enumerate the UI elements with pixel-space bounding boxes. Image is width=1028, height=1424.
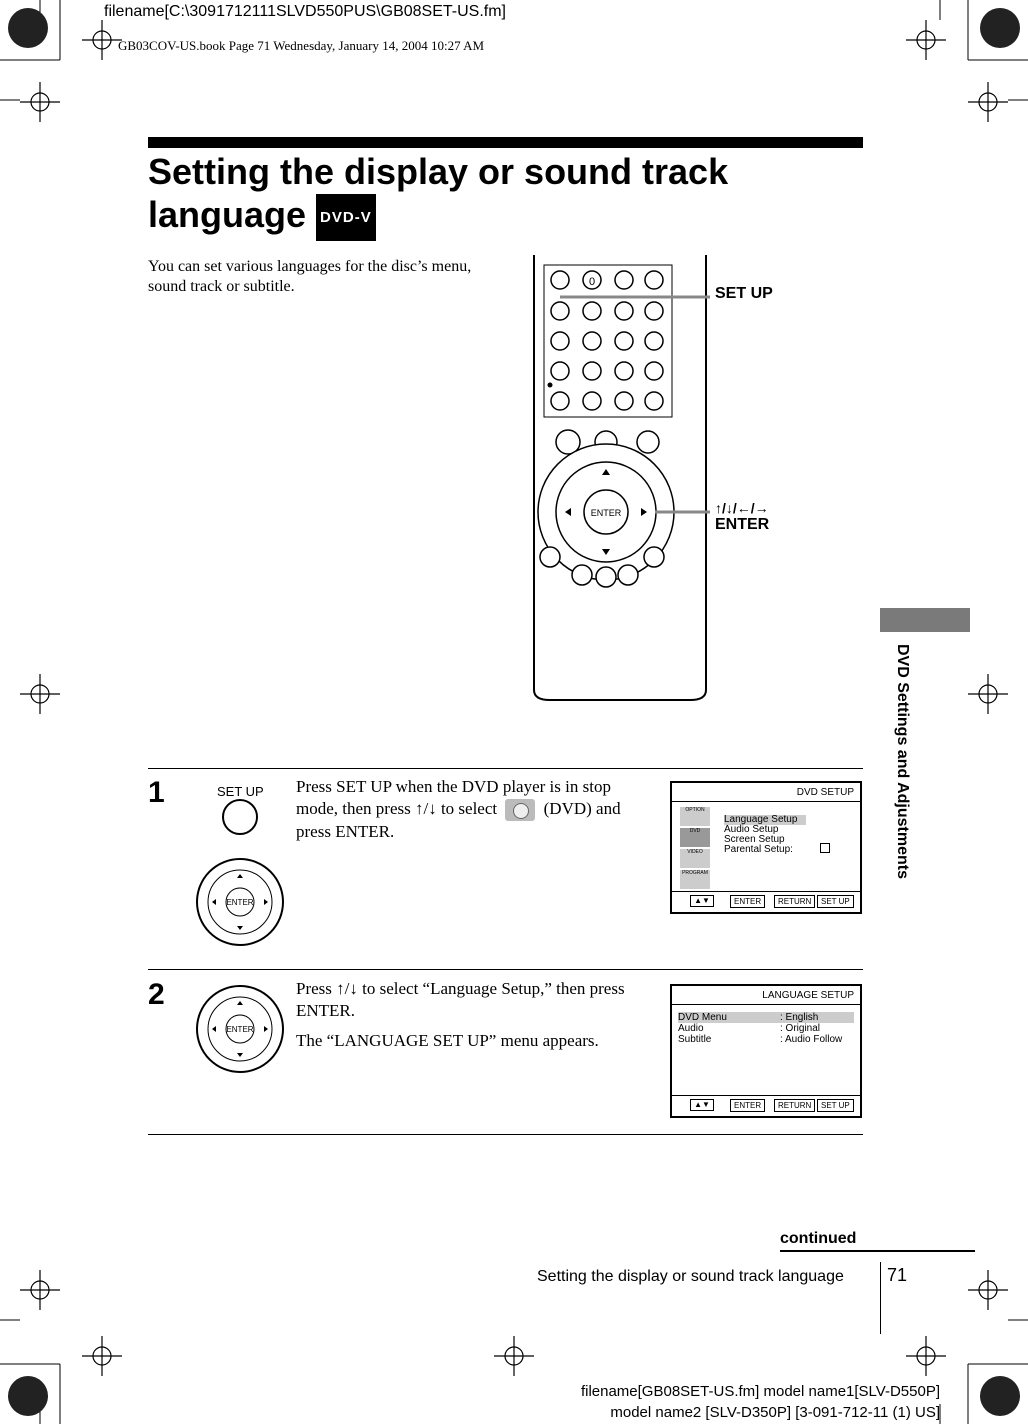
side-tab: [880, 608, 970, 632]
footer-section-label: Setting the display or sound track language: [537, 1268, 844, 1285]
intro-text: You can set various languages for the disc’s menu, sound track or subtitle.: [148, 258, 472, 295]
dvd-setup-bottom-bar: [672, 891, 860, 904]
step-2-number: 2: [148, 978, 165, 1011]
setup-key: [551, 302, 569, 320]
screen-enter-button[interactable]: ENTER: [730, 895, 765, 908]
screen-return-button[interactable]: RETURN: [774, 1099, 815, 1112]
screen-return-button[interactable]: RETURN: [774, 895, 815, 908]
dvd-v-badge: DVD-V: [316, 194, 376, 241]
step-1-setup-label: SET UP: [217, 784, 264, 799]
dvd-setup-title: DVD SETUP: [796, 787, 854, 798]
step-1-rule: [148, 768, 863, 769]
screen-setup-button[interactable]: SET UP: [817, 1099, 854, 1112]
up-down-icon: ▲▼: [690, 895, 714, 907]
program-icon: PROGRAM: [680, 870, 710, 889]
step-1-text-b: (DVD) and press ENTER.: [296, 799, 621, 842]
option-icon: OPTION: [680, 807, 710, 826]
step-2-rule: [148, 969, 863, 970]
dvd-setup-menu: [724, 815, 806, 855]
continued-label: continued: [780, 1230, 857, 1247]
screen-enter-button[interactable]: ENTER: [730, 1099, 765, 1112]
footer-file-line-2: model name2 [SLV-D350P] [3-091-712-11 (1) US]: [610, 1404, 940, 1421]
remote-illustration: [520, 255, 720, 705]
step-1-enter-pad-icon: [195, 857, 285, 947]
dvd-setup-screen: [670, 781, 862, 914]
step-2-bottom-rule: [148, 1134, 863, 1135]
row-audio[interactable]: Audio : Original: [678, 1023, 821, 1034]
header-filename: filename[C:\3091712111SLVD550PUS\GB08SET-US.fm]: [104, 3, 506, 20]
step-1-setup-button-icon: [218, 798, 262, 838]
video-icon: VIDEO: [680, 849, 710, 868]
step-2-text-a: Press ↑/↓ to select “Language Setup,” then press ENTER.: [296, 979, 625, 1020]
page-number: 71: [887, 1265, 908, 1285]
menu-screen-setup[interactable]: Screen Setup: [724, 834, 785, 845]
page-number-divider: [880, 1262, 881, 1334]
side-section-label: DVD Settings and Adjustments: [894, 644, 911, 879]
screen-setup-button[interactable]: SET UP: [817, 895, 854, 908]
menu-audio-setup[interactable]: Audio Setup: [724, 824, 779, 835]
lock-icon: [820, 843, 830, 853]
row-dvd-menu[interactable]: DVD Menu : English: [678, 1012, 854, 1023]
up-down-icon: ▲▼: [690, 1099, 714, 1111]
remote-zero-key: 0: [588, 276, 596, 288]
remote-enter-key: ENTER: [590, 508, 622, 518]
step-1-number: 1: [148, 776, 165, 809]
step-2-enter-text: ENTER: [226, 1025, 254, 1034]
step-2-text: [296, 978, 641, 1052]
enter-callout: ENTER: [715, 516, 770, 533]
language-setup-bottom-bar: [672, 1095, 860, 1108]
title-bar: [148, 137, 863, 148]
title-line-2: language: [148, 194, 307, 235]
step-2-text-b: The “LANGUAGE SET UP” menu appears.: [296, 1031, 599, 1050]
title-line-1: Setting the display or sound track: [148, 151, 729, 192]
row-subtitle[interactable]: Subtitle : Audio Follow: [678, 1034, 843, 1045]
dvd-icon: DVD: [680, 828, 710, 847]
step-1-text-a: Press SET UP when the DVD player is in stop mode, then press ↑/↓ to select: [296, 777, 611, 818]
footer-file-line-1: filename[GB08SET-US.fm] model name1[SLV-D550P]: [580, 1383, 940, 1400]
continued-rule: [780, 1250, 975, 1252]
setup-callout: SET UP: [715, 285, 773, 302]
language-setup-screen: [670, 984, 862, 1118]
menu-language-setup[interactable]: Language Setup: [724, 815, 806, 825]
header-book-line: GB03COV-US.book Page 71 Wednesday, January 14, 2004 10:27 AM: [118, 38, 485, 53]
step-1-enter-text: ENTER: [226, 898, 254, 907]
language-setup-rows: [678, 1012, 854, 1045]
language-setup-title: LANGUAGE SETUP: [762, 990, 854, 1001]
arrows-callout: ↑/↓/←/→: [715, 500, 769, 516]
dvd-setup-icon-column: [680, 807, 710, 889]
menu-parental-setup[interactable]: Parental Setup:: [724, 844, 793, 855]
step-1-text: [296, 776, 641, 843]
page-title: [148, 150, 863, 241]
dvd-disc-icon: [505, 799, 535, 821]
step-2-enter-pad-icon: [195, 984, 285, 1074]
